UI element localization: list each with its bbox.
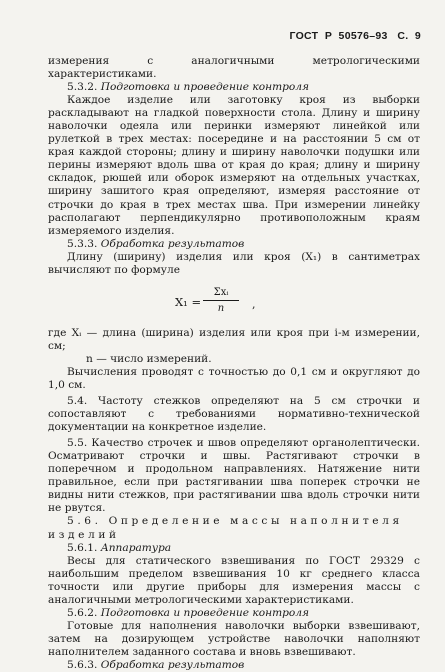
paragraph-formula-intro: Длину (ширину) изделия или кроя (X₁) в сантиметрах вычисляют по формуле bbox=[48, 250, 420, 276]
paragraph-rounding: Вычисления проводят с точностью до 0,1 см и округляют до 1,0 см. bbox=[48, 365, 420, 391]
section-heading-text: 5.3.2. Подготовка и проведение контроля bbox=[67, 81, 310, 94]
section-heading-5-3-3 bbox=[48, 238, 420, 251]
section-heading-5-3-2 bbox=[48, 81, 420, 94]
formula-denominator: n bbox=[217, 302, 225, 314]
formula-suffix: , bbox=[252, 297, 256, 311]
section-heading-5-6-3: 5.6.3. Обработка результатов bbox=[67, 658, 245, 671]
section-heading-text: 5.3.3. Обработка результатов bbox=[67, 237, 245, 250]
formula-numerator: Σxᵢ bbox=[203, 286, 239, 301]
paragraph-apparatus: Весы для статического взвешивания по ГОСТ 29329 с наибольшим пределом взвешивания 10 кг среднего класса точности или другие приборы для измерения массы с аналогичными метрологическими характеристиками. bbox=[48, 554, 420, 606]
paragraph-measurement-procedure: Каждое изделие или заготовку кроя из выборки раскладывают на гладкой поверхности стола. Длину и ширину наволочки одеяла или перинки измеряют линейкой или рулеткой в трех местах: посередине и на расстоянии 5 см от края каждой стороны; длину и ширину наволочки подушки или перины измеряют вдоль шва от края до края; длину и ширину складок, рюшей или оборок измеряют на отдельных участках, ширину зашитого края определяют, измеряя расстояние от строчки до края в трех местах шва. При измерении линейку располагают перпендикулярно противоположным краям измеряемого изделия. bbox=[48, 94, 420, 237]
page-header: ГОСТ Р 50576–93 С. 9 bbox=[289, 30, 421, 42]
formula-term-n-text: n — число измерений. bbox=[86, 352, 212, 365]
formula-mean-length bbox=[48, 279, 420, 327]
section-heading-5-6-2: 5.6.2. Подготовка и проведение контроля bbox=[67, 606, 310, 619]
section-heading-5-6: 5.6. Определение массы наполнителя изделий bbox=[48, 515, 403, 541]
formula-term-n bbox=[48, 353, 420, 366]
formula-lhs: X₁ = bbox=[175, 294, 202, 309]
section-heading-5-6-1: 5.6.1. Аппаратура bbox=[67, 541, 172, 554]
paragraph-filling-procedure: Готовые для наполнения наволочки выборки взвешивают, затем на дозирующем устройстве наволочки наполняют наполнителем заданного состава и вновь взвешивают. bbox=[48, 619, 420, 658]
paragraph-seam-quality: 5.5. Качество строчек и швов определяют органолептически. Осматривают строчки и швы. Растягивают строчки в поперечном и продольном направлениях. Натяжение нити правильное, если при растягивании шва поперек строчки не видны нити стежков, при растягивании шва вдоль строчки нити не рвутся. bbox=[48, 437, 420, 515]
formula-fraction bbox=[203, 286, 239, 315]
document-body bbox=[48, 55, 420, 672]
paragraph-continuation: измерения с аналогичными метрологическими характеристиками. bbox=[48, 55, 420, 81]
formula-term-xi: где Xᵢ — длина (ширина) изделия или кроя при i-м измерении, см; bbox=[48, 326, 420, 352]
paragraph-stitch-frequency: 5.4. Частоту стежков определяют на 5 см строчки и сопоставляют с требованиями нормативно-технической документации на конкретное изделие. bbox=[48, 395, 420, 434]
